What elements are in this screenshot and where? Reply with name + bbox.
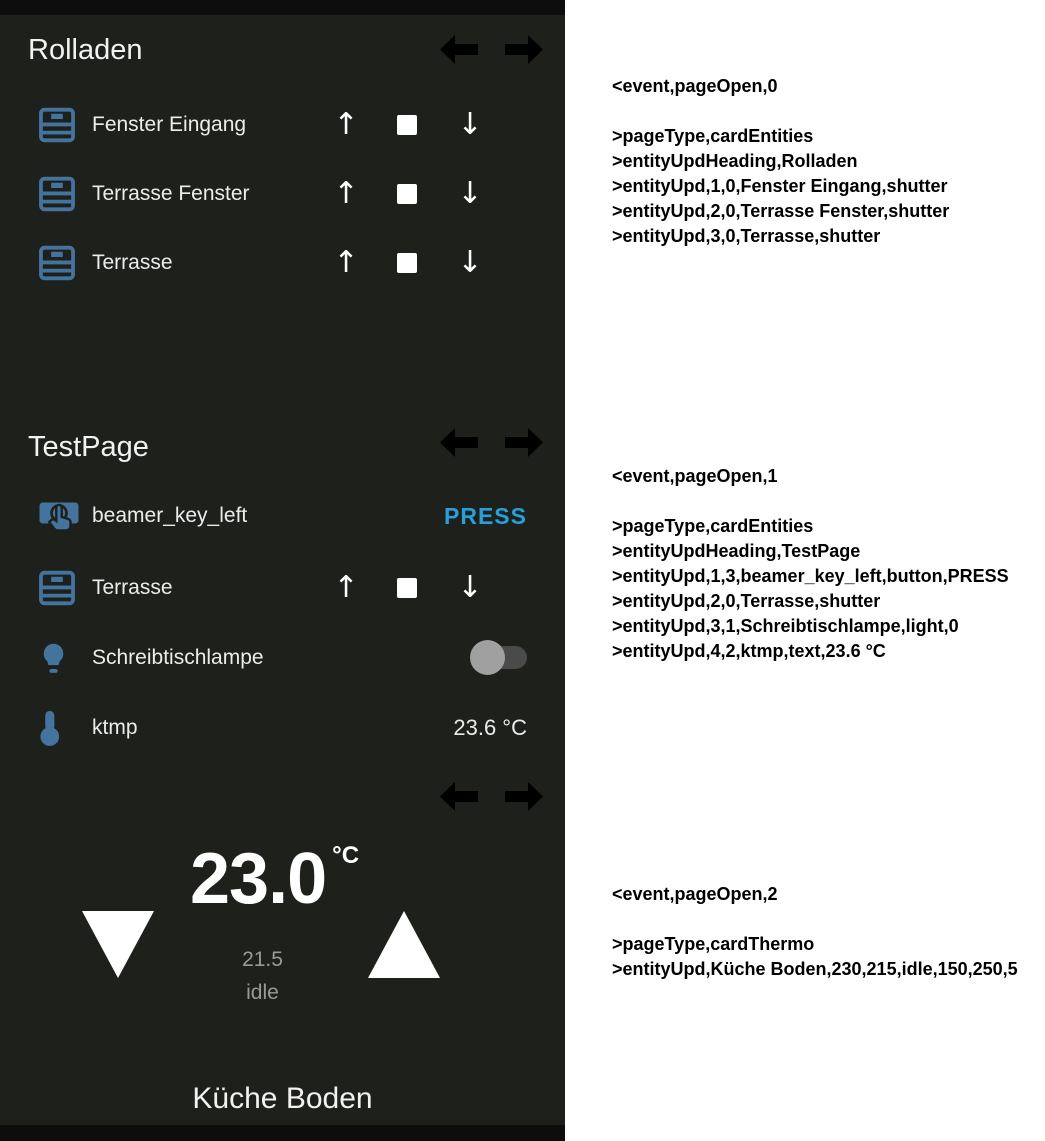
nav-prev-icon[interactable]	[440, 428, 478, 457]
log-line: >entityUpd,2,0,Terrasse Fenster,shutter	[612, 201, 950, 221]
log-line: >entityUpd,1,3,beamer_key_left,button,PRESS	[612, 566, 1009, 586]
entity-label: Fenster Eingang	[92, 113, 247, 136]
window-shutter-icon	[38, 246, 76, 281]
shutter-stop-button[interactable]	[397, 578, 417, 598]
target-temperature: 21.5	[242, 948, 283, 971]
screen-top-bezel	[0, 0, 565, 15]
log-line	[612, 489, 1009, 514]
log-line: >entityUpd,3,1,Schreibtischlampe,light,0	[612, 616, 959, 636]
entity-row-fenster-eingang	[0, 103, 565, 147]
nav-next-icon[interactable]	[505, 35, 543, 64]
thermostat-status	[190, 948, 335, 1005]
log-line	[612, 907, 1018, 932]
log-line: >pageType,cardEntities	[612, 516, 814, 536]
log-line: >entityUpdHeading,TestPage	[612, 541, 861, 561]
temperature-unit: °C	[332, 842, 360, 869]
entity-label: Schreibtischlampe	[92, 646, 264, 669]
log-block-page1	[612, 464, 1009, 664]
shutter-down-button[interactable]: ↓	[457, 176, 483, 211]
page-nav	[440, 428, 543, 457]
log-line: >entityUpd,1,0,Fenster Eingang,shutter	[612, 176, 948, 196]
toggle-knob	[470, 640, 505, 675]
thermometer-icon	[38, 710, 61, 747]
temp-decrease-button[interactable]	[82, 911, 154, 978]
entity-row-terrasse-2	[0, 566, 565, 610]
window-shutter-icon	[38, 177, 76, 212]
shutter-up-button[interactable]: ↑	[333, 107, 359, 142]
window-shutter-icon	[38, 571, 76, 606]
hvac-state: idle	[246, 981, 279, 1004]
log-line: <event,pageOpen,2	[612, 884, 778, 904]
lightbulb-icon	[38, 641, 69, 676]
entity-row-terrasse	[0, 241, 565, 285]
page-title-testpage: TestPage	[28, 431, 149, 463]
nav-prev-icon[interactable]	[440, 782, 478, 811]
shutter-up-button[interactable]: ↑	[333, 570, 359, 605]
entity-row-ktmp	[0, 706, 565, 750]
light-toggle-off[interactable]	[470, 640, 527, 675]
current-temperature-value: 23.0	[190, 839, 327, 919]
text-entity-value: 23.6 °C	[453, 715, 527, 740]
window-shutter-icon	[38, 108, 76, 143]
entity-label: Terrasse	[92, 576, 173, 599]
gesture-tap-button-icon	[38, 498, 80, 535]
log-line: <event,pageOpen,0	[612, 76, 778, 96]
thermostat-name: Küche Boden	[192, 1082, 373, 1115]
shutter-stop-button[interactable]	[397, 253, 417, 273]
shutter-stop-button[interactable]	[397, 184, 417, 204]
press-button[interactable]: PRESS	[444, 503, 527, 529]
shutter-up-button[interactable]: ↑	[333, 245, 359, 280]
entity-row-beamer-key-left	[0, 494, 565, 538]
log-line: >entityUpd,4,2,ktmp,text,23.6 °C	[612, 641, 886, 661]
log-line: >entityUpdHeading,Rolladen	[612, 151, 858, 171]
log-block-page2	[612, 882, 1018, 982]
nav-prev-icon[interactable]	[440, 35, 478, 64]
nav-next-icon[interactable]	[505, 782, 543, 811]
page-nav	[440, 782, 543, 811]
shutter-down-button[interactable]: ↓	[457, 570, 483, 605]
log-line: >pageType,cardEntities	[612, 126, 814, 146]
temp-increase-button[interactable]	[368, 911, 440, 978]
shutter-down-button[interactable]: ↓	[457, 107, 483, 142]
shutter-down-button[interactable]: ↓	[457, 245, 483, 280]
log-line: <event,pageOpen,1	[612, 466, 778, 486]
entity-label: ktmp	[92, 716, 138, 739]
shutter-stop-button[interactable]	[397, 115, 417, 135]
log-line: >pageType,cardThermo	[612, 934, 815, 954]
nav-next-icon[interactable]	[505, 428, 543, 457]
log-line: >entityUpd,2,0,Terrasse,shutter	[612, 591, 881, 611]
entity-row-schreibtischlampe	[0, 636, 565, 680]
log-block-page0	[612, 74, 949, 249]
current-temperature	[190, 838, 359, 920]
entity-label: beamer_key_left	[92, 504, 248, 527]
entity-label: Terrasse	[92, 251, 173, 274]
log-line: >entityUpd,Küche Boden,230,215,idle,150,250,5	[612, 959, 1018, 979]
entity-row-terrasse-fenster	[0, 172, 565, 216]
log-line	[612, 99, 949, 124]
log-line: >entityUpd,3,0,Terrasse,shutter	[612, 226, 881, 246]
page-nav	[440, 35, 543, 64]
page-title-rolladen: Rolladen	[28, 34, 143, 66]
shutter-up-button[interactable]: ↑	[333, 176, 359, 211]
entity-label: Terrasse Fenster	[92, 182, 250, 205]
screen-bottom-bezel	[0, 1125, 565, 1141]
